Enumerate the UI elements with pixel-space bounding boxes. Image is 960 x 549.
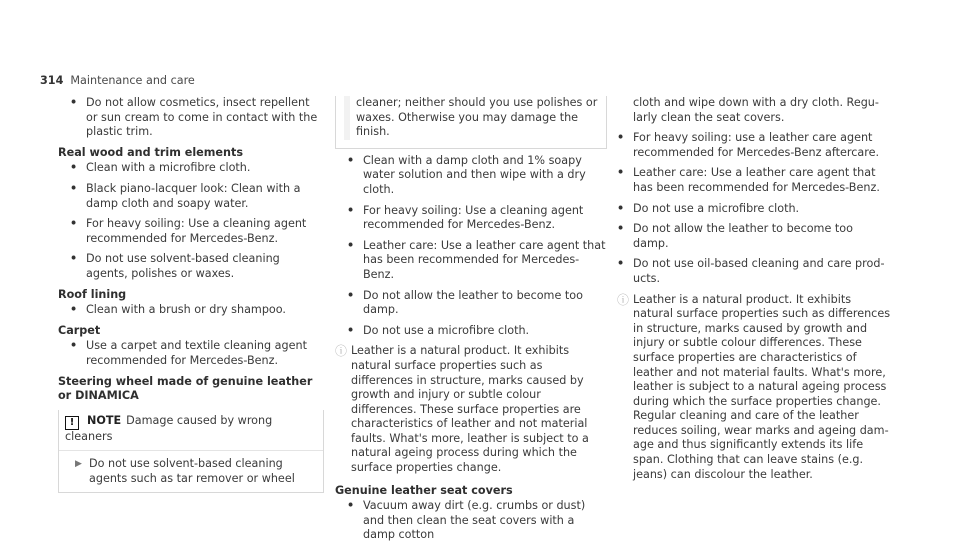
note-label: NOTE [87, 413, 122, 427]
continued-text: cloth and wipe down with a dry cloth. Regularly clean the seat covers. [633, 96, 879, 124]
column-2 [335, 96, 607, 549]
list-item: • For heavy soiling: Use a cleaning agent recommended for Mercedes-Benz. [347, 204, 607, 233]
page-header [40, 74, 195, 87]
info-note [335, 344, 607, 475]
heading-roof-lining: Roof lining [58, 287, 127, 301]
page-number: 314 [40, 74, 64, 87]
info-icon: ⓘ [335, 344, 348, 359]
heading-carpet: Carpet [58, 323, 101, 337]
info-text: Leather is a natural product. It exhibits natural surface properties such as differences in structure, marks caused by growth and injury or subtle colour differences. These surface properties are characteristics of leather and not material faults. What's more, leather is subject to a natural ageing process during which the surface properties change. [351, 344, 589, 475]
list-item: • Vacuum away dirt (e.g. crumbs or dust) and then clean the seat covers with a damp cotton [347, 499, 607, 543]
note-text-continued: cleaner; neither should you use polishes or waxes. Otherwise you may damage the finish. [356, 96, 598, 139]
column-3 [617, 96, 892, 490]
heading-real-wood: Real wood and trim elements [58, 145, 243, 159]
note-continued [335, 96, 607, 149]
list-item: • Leather care: Use a leather care agent that has been recommended for Mercedes-Benz. [617, 166, 892, 195]
note-title: Damage caused by wrong cleaners [65, 413, 273, 443]
list-item: • Leather care: Use a leather care agent that has been recommended for Mercedes-Benz. [347, 239, 607, 283]
heading-steering-wheel: Steering wheel made of genuine leather or DINAMICA [58, 374, 313, 403]
list-item: • Clean with a damp cloth and 1% soapy water solution and then wipe with a dry cloth. [347, 154, 607, 198]
info-text-2: Regular cleaning and care of the leather reduces soiling, wear marks and ageing damage and thus significantly extends its life span. Clothing that can leave stains (e.g. jeans) can discolour the leather. [633, 409, 889, 481]
note-text: Do not use solvent-based cleaning agents such as tar remover or wheel [89, 457, 295, 485]
list-item: • Do not use oil-based cleaning and care products. [617, 257, 892, 286]
list-item: • Clean with a microfibre cloth. [70, 161, 324, 176]
list-item: • Clean with a brush or dry shampoo. [70, 303, 324, 318]
list-item: • Do not use a microfibre cloth. [617, 202, 892, 217]
note-box [58, 410, 324, 494]
list-item: • Do not allow cosmetics, insect repellent or sun cream to come in contact with the plastic trim. [70, 96, 324, 140]
arrow-right-icon: ▶ [75, 459, 82, 470]
column-1 [58, 96, 324, 493]
list-item: • Black piano-lacquer look: Clean with a damp cloth and soapy water. [70, 182, 324, 211]
section-title: Maintenance and care [70, 74, 195, 87]
warning-icon: ! [65, 416, 79, 430]
note-header [59, 410, 323, 452]
info-text: Leather is a natural product. It exhibits natural surface properties such as differences in structure, marks caused by growth and injury or subtle colour differences. These surface properties are characteristics of leather and not material faults. What's more, leather is subject to a natural ageing process during which the surface properties change. [633, 292, 891, 408]
list-item: • Use a carpet and textile cleaning agent recommended for Mercedes-Benz. [70, 339, 324, 368]
info-icon: ⓘ [617, 292, 630, 307]
list-item: • For heavy soiling: use a leather care agent recommended for Mercedes-Benz aftercare. [617, 131, 892, 160]
list-item: • Do not allow the leather to become too damp. [347, 289, 607, 318]
info-note [617, 293, 892, 483]
list-item: • Do not allow the leather to become too damp. [617, 222, 892, 251]
list-item: • Do not use solvent-based cleaning agents, polishes or waxes. [70, 252, 324, 281]
list-item: • Do not use a microfibre cloth. [347, 324, 607, 339]
list-item: • For heavy soiling: Use a cleaning agent recommended for Mercedes-Benz. [70, 217, 324, 246]
heading-seat-covers: Genuine leather seat covers [335, 483, 513, 497]
note-body [59, 451, 323, 492]
